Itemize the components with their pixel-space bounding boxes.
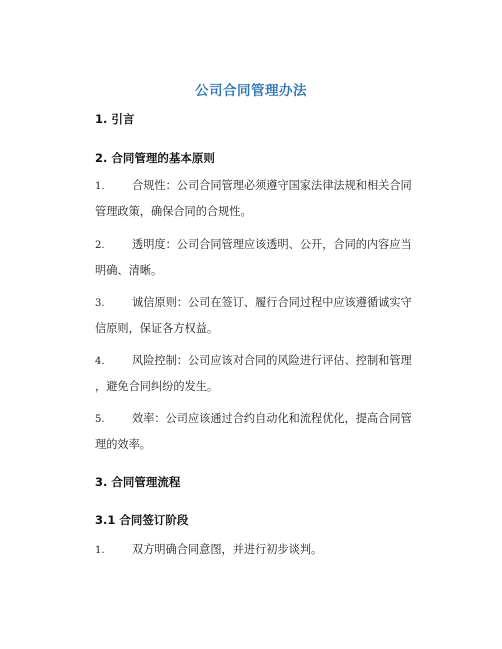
principle-item [95, 348, 415, 399]
item-text-line2: ，避免合同纠纷的发生。 [95, 380, 219, 393]
section-heading-principles: 2. 合同管理的基本原则 [95, 151, 215, 165]
item-text-line1: 风险控制：公司应该对合同的风险进行评估、控制和管理 [132, 354, 412, 367]
item-number: 2. [95, 240, 105, 251]
item-text: 双方明确合同意图，并进行初步谈判。 [132, 543, 323, 556]
item-number: 5. [95, 414, 105, 425]
section-heading-process: 3. 合同管理流程 [95, 475, 181, 489]
item-number: 4. [95, 356, 105, 367]
principle-item [95, 406, 415, 457]
item-text-line1: 透明度：公司合同管理应该透明、公开，合同的内容应当 [132, 238, 412, 251]
item-text-line1: 效率：公司应该通过合约自动化和流程优化，提高合同管 [132, 412, 412, 425]
item-text-line1: 合规性：公司合同管理必须遵守国家法律法规和相关合同 [132, 179, 412, 192]
subsection-heading-signing: 3.1 合同签订阶段 [95, 513, 189, 527]
item-text-line2: 理的效率。 [95, 438, 151, 451]
item-text-line2: 明确、清晰。 [95, 264, 163, 277]
item-text-line2: 管理政策，确保合同的合规性。 [95, 205, 252, 218]
item-text-line1: 诚信原则：公司在签订、履行合同过程中应该遵循诚实守 [132, 296, 412, 309]
principle-item [95, 173, 415, 224]
step-item [95, 537, 415, 563]
principle-item [95, 232, 415, 283]
principle-item [95, 290, 415, 341]
item-number: 1. [95, 181, 105, 192]
item-text-line2: 信原则，保证各方权益。 [95, 322, 219, 335]
document-title: 公司合同管理办法 [195, 83, 307, 99]
section-heading-introduction: 1. 引言 [95, 112, 135, 126]
item-number: 3. [95, 298, 105, 309]
item-number: 1. [95, 545, 105, 556]
